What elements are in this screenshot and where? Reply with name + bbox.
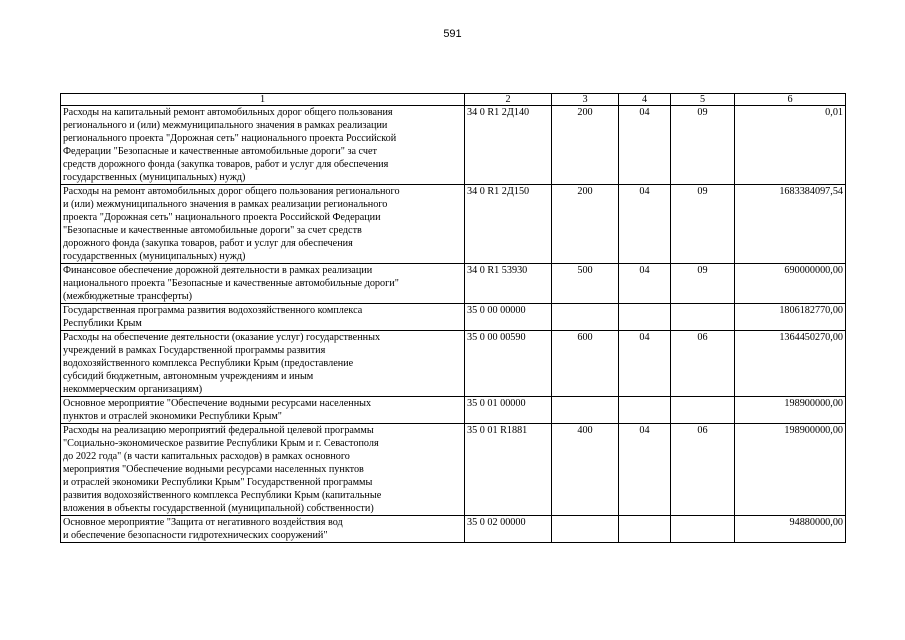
- expense-type-cell: 600: [552, 331, 619, 397]
- section-cell: [619, 304, 671, 331]
- expense-name-cell: Расходы на реализацию мероприятий федеральной целевой программы "Социально-экономическое развитие Республики Крым и г. Севастополя до 2022 года" (в части капитальных расходов) в рамках основного мероприятия "Обеспечение водными ресурсами населенных пунктов и отраслей экономики Республики Крым" Государственной программы развития водохозяйственного комплекса Республики Крым (капитальные вложения в объекты государственной (муниципальной) собственности): [61, 424, 465, 516]
- amount-cell: 198900000,00: [735, 397, 846, 424]
- subsection-cell: 09: [671, 264, 735, 304]
- amount-cell: 690000000,00: [735, 264, 846, 304]
- section-cell: 04: [619, 264, 671, 304]
- header-cell-2: 2: [465, 94, 552, 106]
- budget-table-body: [61, 94, 846, 543]
- target-article-cell: 34 0 R1 2Д150: [465, 185, 552, 264]
- subsection-cell: 06: [671, 424, 735, 516]
- section-cell: 04: [619, 185, 671, 264]
- table-row: [61, 397, 846, 424]
- subsection-cell: [671, 304, 735, 331]
- expense-name-cell: Расходы на обеспечение деятельности (оказание услуг) государственных учреждений в рамках Государственной программы развития водохозяйственного комплекса Республики Крым (предоставление субсидий бюджетным, автономным учреждениям и иным некоммерческим организациям): [61, 331, 465, 397]
- expense-name-cell: Основное мероприятие "Защита от негативного воздействия вод и обеспечение безопасности гидротехнических сооружений": [61, 516, 465, 543]
- expense-name-cell: Финансовое обеспечение дорожной деятельности в рамках реализации национального проекта "Безопасные и качественные автомобильные дороги" (межбюджетные трансферты): [61, 264, 465, 304]
- amount-cell: 0,01: [735, 106, 846, 185]
- expense-name-cell: Основное мероприятие "Обеспечение водными ресурсами населенных пунктов и отраслей экономики Республики Крым": [61, 397, 465, 424]
- subsection-cell: [671, 397, 735, 424]
- target-article-cell: 35 0 00 00590: [465, 331, 552, 397]
- expense-type-cell: 500: [552, 264, 619, 304]
- amount-cell: 94880000,00: [735, 516, 846, 543]
- amount-cell: 1364450270,00: [735, 331, 846, 397]
- amount-cell: 1683384097,54: [735, 185, 846, 264]
- section-cell: [619, 397, 671, 424]
- page-number: 591: [443, 28, 462, 40]
- expense-type-cell: [552, 304, 619, 331]
- section-cell: 04: [619, 331, 671, 397]
- table-row: [61, 106, 846, 185]
- target-article-cell: 35 0 01 R1881: [465, 424, 552, 516]
- header-cell-6: 6: [735, 94, 846, 106]
- header-cell-4: 4: [619, 94, 671, 106]
- expense-name-cell: Расходы на капитальный ремонт автомобильных дорог общего пользования регионального и (или) межмуниципального значения в рамках реализации регионального проекта "Дорожная сеть" национального проекта Российской Федерации "Безопасные и качественные автомобильные дороги" за счет средств дорожного фонда (закупка товаров, работ и услуг для обеспечения государственных (муниципальных) нужд): [61, 106, 465, 185]
- target-article-cell: 35 0 00 00000: [465, 304, 552, 331]
- expense-type-cell: [552, 397, 619, 424]
- amount-cell: 198900000,00: [735, 424, 846, 516]
- section-cell: 04: [619, 106, 671, 185]
- expense-name-cell: Расходы на ремонт автомобильных дорог общего пользования регионального и (или) межмуниципального значения в рамках реализации регионального проекта "Дорожная сеть" национального проекта Российской Федерации "Безопасные и качественные автомобильные дороги" за счет средств дорожного фонда (закупка товаров, работ и услуг для обеспечения государственных (муниципальных) нужд): [61, 185, 465, 264]
- table-row: [61, 516, 846, 543]
- budget-table: [60, 93, 846, 543]
- subsection-cell: 09: [671, 185, 735, 264]
- table-row: [61, 331, 846, 397]
- header-cell-1: 1: [61, 94, 465, 106]
- expense-type-cell: 400: [552, 424, 619, 516]
- expense-type-cell: 200: [552, 185, 619, 264]
- amount-cell: 1806182770,00: [735, 304, 846, 331]
- table-row: [61, 264, 846, 304]
- header-row: [61, 94, 846, 106]
- subsection-cell: 09: [671, 106, 735, 185]
- table-row: [61, 185, 846, 264]
- section-cell: 04: [619, 424, 671, 516]
- subsection-cell: [671, 516, 735, 543]
- header-cell-5: 5: [671, 94, 735, 106]
- expense-name-cell: Государственная программа развития водохозяйственного комплекса Республики Крым: [61, 304, 465, 331]
- target-article-cell: 34 0 R1 2Д140: [465, 106, 552, 185]
- section-cell: [619, 516, 671, 543]
- target-article-cell: 35 0 01 00000: [465, 397, 552, 424]
- target-article-cell: 34 0 R1 53930: [465, 264, 552, 304]
- expense-type-cell: [552, 516, 619, 543]
- table-row: [61, 424, 846, 516]
- expense-type-cell: 200: [552, 106, 619, 185]
- subsection-cell: 06: [671, 331, 735, 397]
- table-row: [61, 304, 846, 331]
- target-article-cell: 35 0 02 00000: [465, 516, 552, 543]
- header-cell-3: 3: [552, 94, 619, 106]
